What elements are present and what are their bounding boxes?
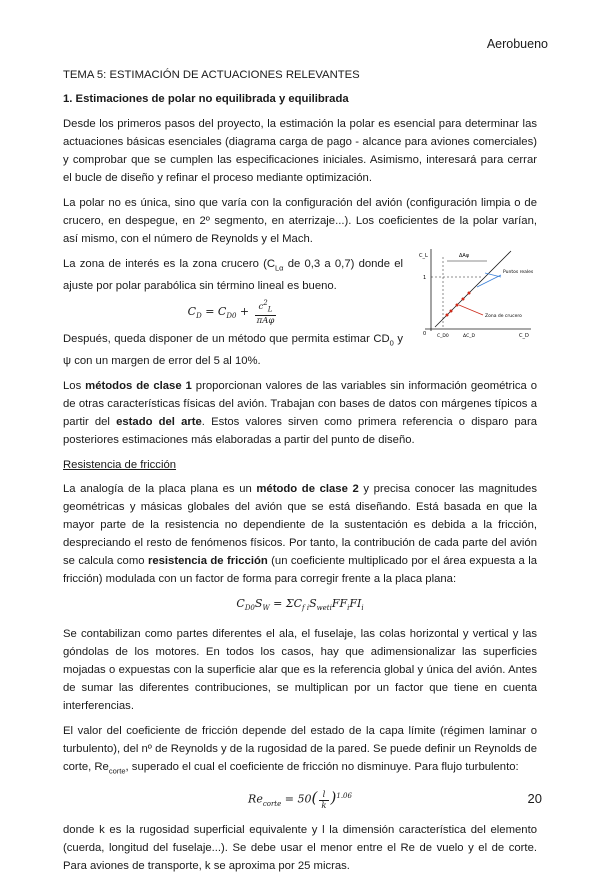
reynolds-formula: $Re_{corte} = 50$( $\frac{l}{k}$ )$^{1.06}$ <box>248 789 352 811</box>
zero-label: 0 <box>423 331 427 337</box>
paragraph: Los métodos de clase 1 proporcionan valores de las variables sin información geométrica o de otras características físicas del avión. Trabajan con bases de datos con márgenes típicos a partir del estado del arte. Estos valores sirven como primera referencia o disparo para posteriores estimaciones más elaboradas a partir del punto de diseño. <box>63 380 537 447</box>
friction-formula: $C_{D0}S_W = \Sigma C_{f i}S_{weti}FF_iFI_i$ <box>236 597 364 613</box>
paragraph: Se contabilizan como partes diferentes el ala, el fuselaje, las colas horizontal y vertical y las góndolas de los motores. En todos los casos, hay que adimensionalizar las superficies mojadas o expuestas con la superficie alar que es la referencia global y única del avión. Antes de sumar las diferentes contribuciones, se multiplican por un factor que tiene en cuenta interferencias. <box>63 628 537 713</box>
data-point <box>450 310 453 313</box>
paragraph: La analogía de la placa plana es un método de clase 2 y precisa conocer las magnitudes geométricas y másicas globales del avión que se está diseñando. Está basada en que la mayor parte de la resistencia no dependiente de la sustentación es debida a la fricción, despreciando el resto de fenómenos físicos. Por tanto, la contribución de cada parte del avión se calcula como resistencia de fricción (un coeficiente multiplicado por el área expuesta a la fricción) modulada con un factor de forma para corregir frente a la placa plana: <box>63 483 538 586</box>
cd-label: ΔC_D <box>463 334 475 339</box>
cd0-label: C_D0 <box>437 334 449 339</box>
page-content <box>63 66 537 882</box>
data-point <box>462 298 465 301</box>
zone-with-figure <box>63 255 537 377</box>
paragraph: El valor del coeficiente de fricción depende del estado de la capa límite (régimen laminar o turbulento), del nº de Reynolds y de la rugosidad de la pared. Se puede definir un Reynolds de corte, $Re_{corte}$, superado el cual el coeficiente de fricción no disminuye. Para flujo turbulento: <box>63 725 537 776</box>
polar-points-label: Puntos reales <box>503 270 534 275</box>
y-axis-label: C_L <box>419 253 428 259</box>
topic-title: TEMA 5: ESTIMACIÓN DE ACTUACIONES RELEVANTES <box>63 69 360 81</box>
polar-figure <box>411 243 537 339</box>
zone-label: Zona de crucero <box>485 314 522 319</box>
paragraph: Desde los primeros pasos del proyecto, la estimación la polar es esencial para determinar las actuaciones básicas esenciales (diagrama carga de pago - alcance para aviones comerciales) y comprobar que se cumplen las especificaciones iniciales. Asimismo, interesará para cerrar el bucle de diseño y refinar el proceso mediante optimización. <box>63 118 537 184</box>
header-brand: Aerobueno <box>486 37 548 51</box>
zone-arrow <box>459 305 483 315</box>
section-title: 1. Estimaciones de polar no equilibrada y equilibrada <box>63 93 349 105</box>
paragraph: La zona de interés es la zona crucero ($C_{L\alpha}$ de 0,3 a 0,7) donde el ajuste por polar parabólica sin término lineal es bueno. <box>63 258 403 293</box>
paragraph: La polar no es única, sino que varía con la configuración del avión (configuración limpia o de crucero, en despegue, en 2º segmento, en aterrizaje...). Los coeficientes de la polar varían, así mismo, con el número de Reynolds y el Mach. <box>63 197 537 245</box>
paragraph: Después, queda disponer de un método que permita estimar $CD_0$ y ψ con un margen de error del 5 al 10%. <box>63 332 403 368</box>
data-point <box>468 292 471 295</box>
subsection-title: Resistencia de fricción <box>63 459 177 472</box>
zone-text <box>63 255 403 377</box>
parabolic-polar-formula: $C_D = C_{D0}$ + $\frac{c^2_L}{\text{πAφ}}$ <box>187 299 275 326</box>
top-label: ΔAψ <box>459 253 470 259</box>
one-label: 1 <box>423 275 427 281</box>
paragraph: donde k es la rugosidad superficial equivalente y l la dimensión característica del elemento (cuerda, longitud del fuselaje...). Se debe usar el menor entre el Re de vuelo y el de corte. Para aviones de transporte, k se aproxima por 25 micras. <box>63 824 537 873</box>
data-point <box>456 304 459 307</box>
x-axis-label: C_D <box>519 333 529 339</box>
page-number: 20 <box>527 791 542 806</box>
data-point <box>446 314 449 317</box>
